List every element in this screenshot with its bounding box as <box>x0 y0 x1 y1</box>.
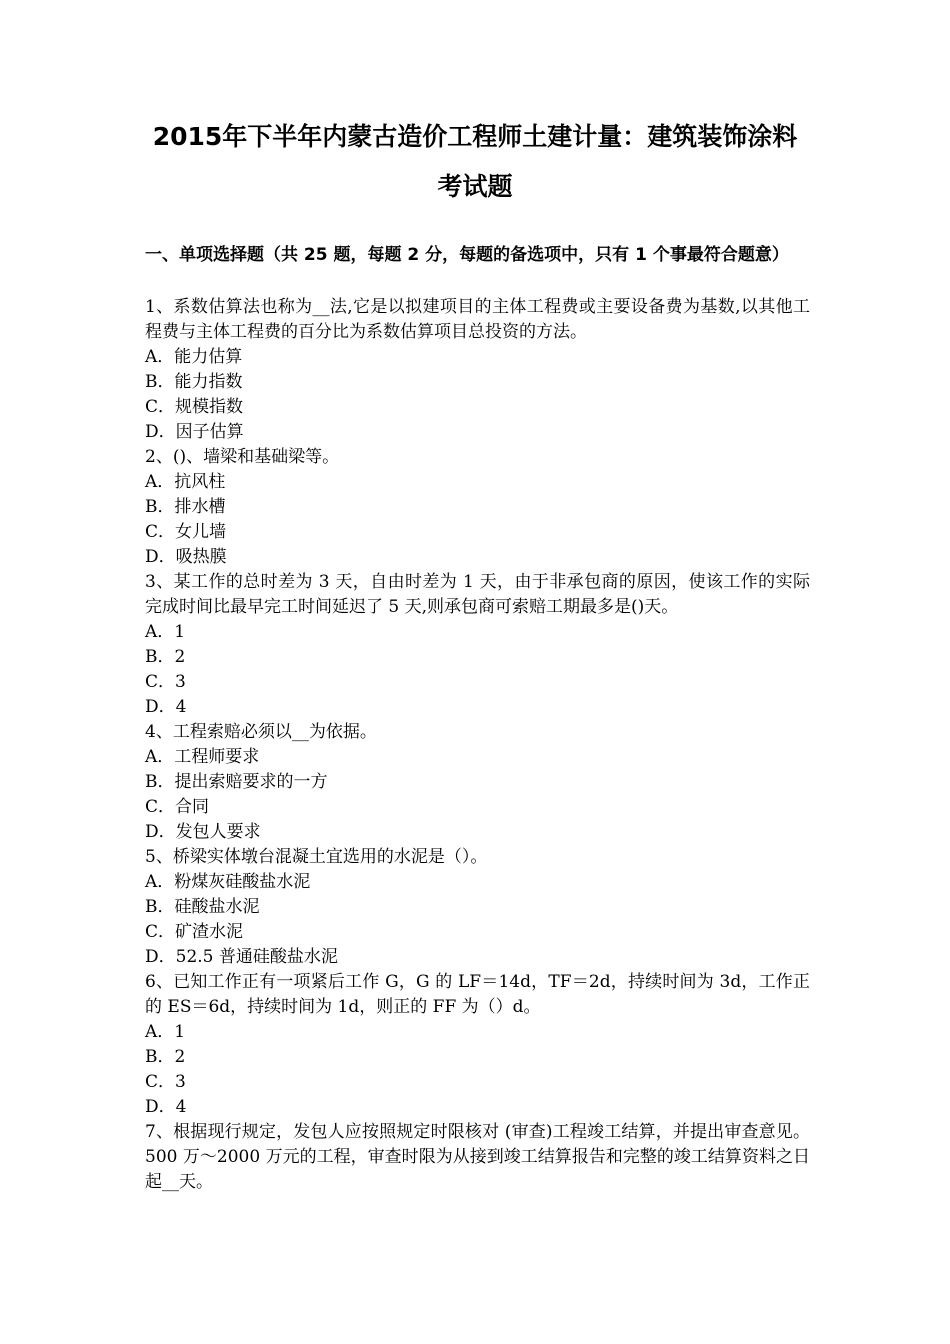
option: A．抗风柱 <box>145 472 226 492</box>
option: C．矿渣水泥 <box>145 922 244 942</box>
option: D．52.5 普通硅酸盐水泥 <box>145 947 338 967</box>
option: A．1 <box>145 1022 186 1042</box>
option: D．吸热膜 <box>145 547 227 567</box>
option: C．规模指数 <box>145 397 244 417</box>
option: B．2 <box>145 647 186 667</box>
option: A．1 <box>145 622 186 642</box>
question-text: 2、()、墙梁和基础梁等。 <box>145 447 340 467</box>
option: B．能力指数 <box>145 372 243 392</box>
option: B．排水槽 <box>145 497 226 517</box>
option: A．粉煤灰硅酸盐水泥 <box>145 872 311 892</box>
option: B．2 <box>145 1047 186 1067</box>
question-list <box>145 295 810 1195</box>
section-heading: 一、单项选择题（共 25 题，每题 2 分，每题的备选项中，只有 1 个事最符合题意） <box>145 245 789 265</box>
question-text: 7、根据现行规定，发包人应按照规定时限核对 (审查)工程竣工结算，并提出审查意见。500 万～2000 万元的工程，审查时限为从接到竣工结算报告和完整的竣工结算资料之日起__天。 <box>145 1122 810 1192</box>
option: A．能力估算 <box>145 347 243 367</box>
title-line-2: 考试题 <box>437 172 513 201</box>
option: D．因子估算 <box>145 422 244 442</box>
option: A．工程师要求 <box>145 747 260 767</box>
question-text: 5、桥梁实体墩台混凝土宜选用的水泥是（）。 <box>145 847 488 867</box>
option: C．3 <box>145 1072 186 1092</box>
option: C．女儿墙 <box>145 522 227 542</box>
title-line-1: 2015年下半年内蒙古造价工程师土建计量：建筑装饰涂料 <box>152 122 798 151</box>
question-text: 6、已知工作正有一项紧后工作 G，G 的 LF＝14d，TF＝2d，持续时间为 3d，工作正的 ES＝6d，持续时间为 1d，则正的 FF 为（）d。 <box>145 972 810 1017</box>
option: C．3 <box>145 672 186 692</box>
option: D．4 <box>145 1097 187 1117</box>
option: B．提出索赔要求的一方 <box>145 772 328 792</box>
question-text: 4、工程索赔必须以__为依据。 <box>145 722 377 742</box>
option: D．发包人要求 <box>145 822 261 842</box>
document-title <box>120 112 830 212</box>
question-text: 1、系数估算法也称为__法,它是以拟建项目的主体工程费或主要设备费为基数,以其他工程费与主体工程费的百分比为系数估算项目总投资的方法。 <box>145 297 810 342</box>
option: D．4 <box>145 697 187 717</box>
option: B．硅酸盐水泥 <box>145 897 260 917</box>
option: C．合同 <box>145 797 210 817</box>
question-text: 3、某工作的总时差为 3 天，自由时差为 1 天，由于非承包商的原因，使该工作的实际完成时间比最早完工时间延迟了 5 天,则承包商可索赔工期最多是()天。 <box>145 572 810 617</box>
